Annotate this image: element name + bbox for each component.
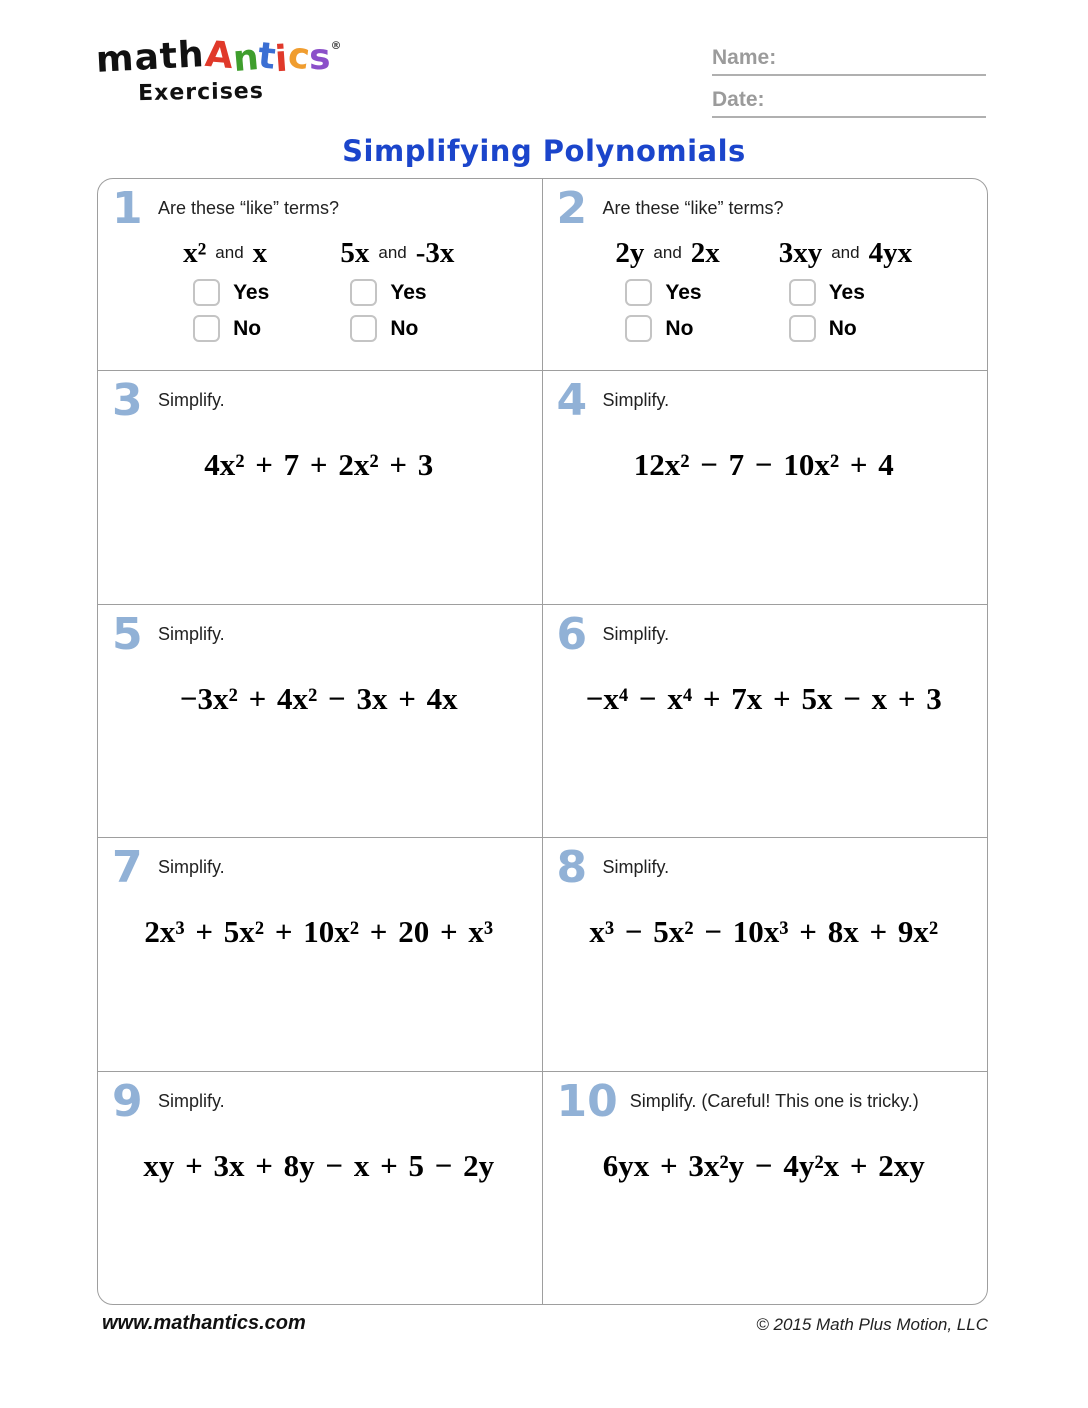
and-label: and [831,243,860,263]
yes-choice [625,279,719,306]
problem-number: 9 [112,1076,143,1127]
problem-5 [98,605,543,838]
problem-prompt: Are these “like” terms? [158,198,340,218]
problem-prompt: Simplify. [602,857,670,877]
yes-label: Yes [828,280,865,304]
logo-word-math: math [94,34,206,81]
no-checkbox[interactable] [625,315,652,342]
yes-choice [350,279,454,306]
term-b: x [252,237,268,270]
problem-3 [98,371,543,605]
logo-letter: t [256,35,278,78]
problem-2 [543,179,988,371]
term-pair [615,237,719,342]
problem-prompt: Simplify. (Careful! This one is tricky.) [629,1091,919,1111]
yes-checkbox[interactable] [625,279,652,306]
no-choice [193,315,269,342]
logo-letter: A [203,33,235,78]
yes-checkbox[interactable] [350,279,377,306]
term-a: 5x [340,237,370,270]
problem-prompt: Simplify. [158,390,225,410]
no-checkbox[interactable] [193,315,220,342]
problem-1 [98,179,543,371]
term-b: 4yx [868,237,913,270]
term-a: 2y [615,237,645,270]
term-pair [779,237,912,342]
equation: −x⁴ − x⁴ + 7x + 5x − x + 3 [585,681,942,717]
term-b: 2x [690,237,720,270]
equation: x³ − 5x² − 10x³ + 8x + 9x² [589,914,939,950]
problem-prompt: Simplify. [602,624,670,644]
term-pair [340,237,454,342]
date-label: Date: [712,88,765,111]
yes-checkbox[interactable] [193,279,220,306]
logo-letter: c [285,34,313,79]
problem-9 [98,1072,543,1304]
no-choice [789,315,912,342]
problem-number: 4 [556,375,588,426]
term-a: 3xy [778,237,823,270]
no-label: No [233,316,262,340]
math-antics-logo [94,33,342,107]
no-label: No [390,316,419,340]
problem-10 [543,1072,988,1304]
logo-letter: n [230,36,260,81]
equation: 4x² + 7 + 2x² + 3 [204,447,434,483]
website-link[interactable]: www.mathantics.com [102,1312,306,1334]
problem-4 [543,371,988,605]
header-fields [712,46,986,130]
no-checkbox[interactable] [350,315,377,342]
no-choice [350,315,454,342]
equation: 6yx + 3x²y − 4y²x + 2xy [602,1148,925,1184]
problem-prompt: Simplify. [158,857,225,877]
problem-number: 2 [556,183,588,234]
and-label: and [653,243,682,263]
no-label: No [828,316,857,340]
yes-label: Yes [665,280,702,304]
problem-number: 3 [112,375,143,426]
yes-choice [193,279,269,306]
and-label: and [378,243,407,263]
copyright-text: © 2015 Math Plus Motion, LLC [756,1315,988,1334]
equation: xy + 3x + 8y − x + 5 − 2y [143,1148,495,1184]
logo-subtitle: Exercises [137,78,265,107]
name-field[interactable] [712,46,986,76]
page-title: Simplifying Polynomials [342,134,746,168]
yes-checkbox[interactable] [789,279,816,306]
problem-number: 6 [556,609,588,660]
no-choice [625,315,719,342]
name-label: Name: [712,46,777,69]
problem-number: 1 [112,183,143,234]
yes-choice [789,279,912,306]
registered-mark: ® [330,39,342,52]
problem-number: 10 [556,1076,618,1127]
yes-label: Yes [390,280,427,304]
problem-number: 7 [112,842,143,893]
equation: 12x² − 7 − 10x² + 4 [633,447,894,483]
problem-prompt: Simplify. [158,624,225,644]
equation: −3x² + 4x² − 3x + 4x [179,681,458,717]
problem-6 [543,605,988,838]
problem-number: 5 [112,609,143,660]
problem-8 [543,838,988,1072]
equation: 2x³ + 5x² + 10x² + 20 + x³ [144,914,494,950]
term-pair [183,237,269,342]
and-label: and [215,243,244,263]
logo-letter: i [274,38,290,81]
problem-grid [97,178,988,1305]
no-label: No [665,316,694,340]
date-field[interactable] [712,88,986,118]
problem-7 [98,838,543,1072]
problem-prompt: Are these “like” terms? [602,198,784,218]
problem-prompt: Simplify. [158,1091,225,1111]
logo-letter: s [309,37,331,78]
no-checkbox[interactable] [789,315,816,342]
term-a: x² [183,237,207,270]
problem-prompt: Simplify. [602,390,670,410]
yes-label: Yes [233,280,270,304]
term-b: -3x [415,237,455,270]
problem-number: 8 [556,842,588,893]
